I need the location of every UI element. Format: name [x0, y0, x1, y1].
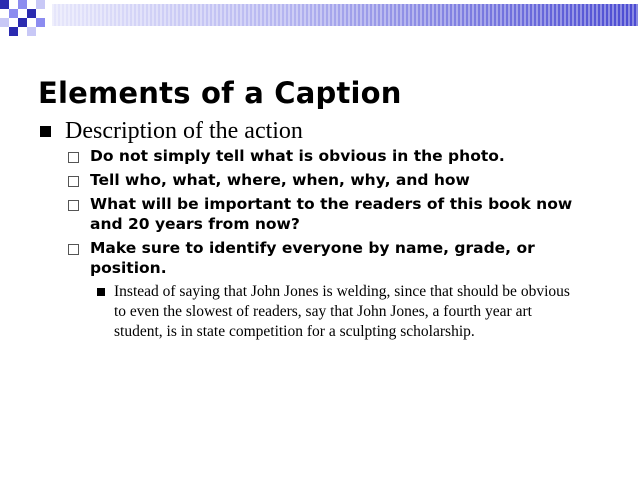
- list-item: [68, 238, 588, 278]
- list-item: [68, 194, 588, 234]
- list-item-text: Do not simply tell what is obvious in the photo.: [90, 147, 505, 165]
- list-item-text: Tell who, what, where, when, why, and how: [90, 171, 470, 189]
- hollow-square-bullet-icon: [68, 200, 79, 211]
- hollow-square-bullet-icon: [68, 244, 79, 255]
- hollow-square-bullet-icon: [68, 152, 79, 163]
- level1-bullet-item: [40, 118, 303, 145]
- checker-pattern: [0, 0, 45, 36]
- square-bullet-icon: [40, 126, 51, 137]
- sub-bullet-list: [68, 146, 588, 342]
- filled-square-bullet-icon: [97, 288, 105, 296]
- slide-title: Elements of a Caption: [38, 76, 402, 110]
- nested-list-item-text: Instead of saying that John Jones is welding, since that should be obvious to even the slowest of readers, say that John Jones, a fourth year art student, is in state competition for a sculpting scholarship.: [114, 283, 570, 340]
- list-item-text: Make sure to identify everyone by name, grade, or position.: [90, 239, 535, 277]
- decorative-header-band: [0, 0, 638, 40]
- list-item: [68, 170, 588, 190]
- hollow-square-bullet-icon: [68, 176, 79, 187]
- list-item-text: What will be important to the readers of this book now and 20 years from now?: [90, 195, 573, 233]
- list-item: [68, 146, 588, 166]
- nested-list-item: [97, 282, 584, 342]
- level1-text: Description of the action: [65, 118, 303, 144]
